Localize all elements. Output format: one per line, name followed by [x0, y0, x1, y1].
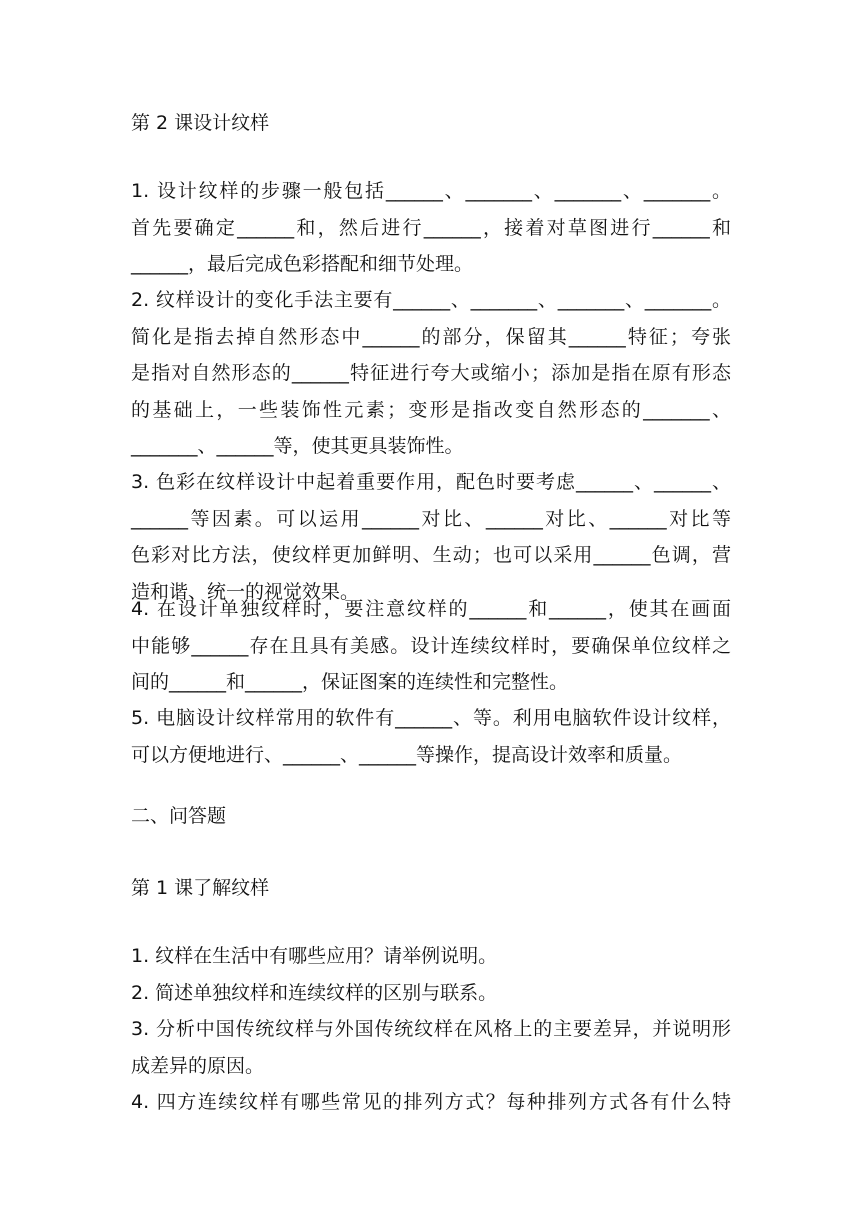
question-3-line: 3. 色彩在纹样设计中起着重要作用，配色时要考虑______、______、 — [131, 471, 731, 493]
question-1-line: 1. 设计纹样的步骤一般包括______、_______、_______、_______。 — [131, 180, 731, 202]
question-2-line: 是指对自然形态的______特征进行夸大或缩小；添加是指在原有形态 — [131, 362, 731, 384]
question-4-line: 中能够______存在且具有美感。设计连续纹样时，要确保单位纹样之 — [131, 634, 731, 657]
question-2-line: 2. 纹样设计的变化手法主要有______、_______、_______、_______。 — [131, 289, 731, 311]
question-1-line: ______，最后完成色彩搭配和细节处理。 — [131, 253, 474, 275]
question-5-paragraph — [131, 700, 731, 773]
qa-section-heading: 二、问答题 — [131, 805, 227, 827]
question-2-line: 简化是指去掉自然形态中______的部分，保留其______特征；夸张 — [131, 325, 731, 348]
question-3-line: ______等因素。可以运用______对比、______对比、______对比等 — [131, 507, 731, 530]
qa-line: 4. 四方连续纹样有哪些常见的排列方式？每种排列方式各有什么特 — [131, 1091, 731, 1113]
qa-line: 1. 纹样在生活中有哪些应用？请举例说明。 — [131, 945, 498, 967]
question-3-paragraph — [131, 464, 731, 610]
question-1-paragraph — [131, 173, 731, 283]
qa-line: 2. 简述单独纹样和连续纹样的区别与联系。 — [131, 981, 498, 1004]
question-2-line: 的基础上，一些装饰性元素；变形是指改变自然形态的_______、 — [131, 398, 731, 421]
question-4-line: 4. 在设计单独纹样时，要注意纹样的______和______，使其在画面 — [131, 598, 731, 620]
question-1-line: 首先要确定______和，然后进行______，接着对草图进行______和 — [131, 216, 731, 239]
question-5-line: 可以方便地进行、______、______等操作，提高设计效率和质量。 — [131, 743, 683, 766]
qa-line: 3. 分析中国传统纹样与外国传统纹样在风格上的主要差异，并说明形 — [131, 1018, 731, 1040]
question-5-line: 5. 电脑设计纹样常用的软件有______、等。利用电脑软件设计纹样， — [131, 707, 731, 729]
question-3-line: 色彩对比方法，使纹样更加鲜明、生动；也可以采用______色调，营 — [131, 544, 731, 566]
question-2-paragraph — [131, 282, 731, 465]
question-4-paragraph — [131, 591, 731, 701]
lesson-2-heading: 第 2 课设计纹样 — [131, 112, 270, 134]
lesson-1-heading: 第 1 课了解纹样 — [131, 877, 270, 899]
question-3-line: 造和谐、统一的视觉效果。 — [131, 580, 360, 603]
qa-line: 成差异的原因。 — [131, 1054, 265, 1077]
qa-paragraph — [131, 938, 731, 1121]
question-2-line: _______、______等，使其更具装饰性。 — [131, 435, 464, 457]
question-4-line: 间的______和______，保证图案的连续性和完整性。 — [131, 671, 569, 693]
